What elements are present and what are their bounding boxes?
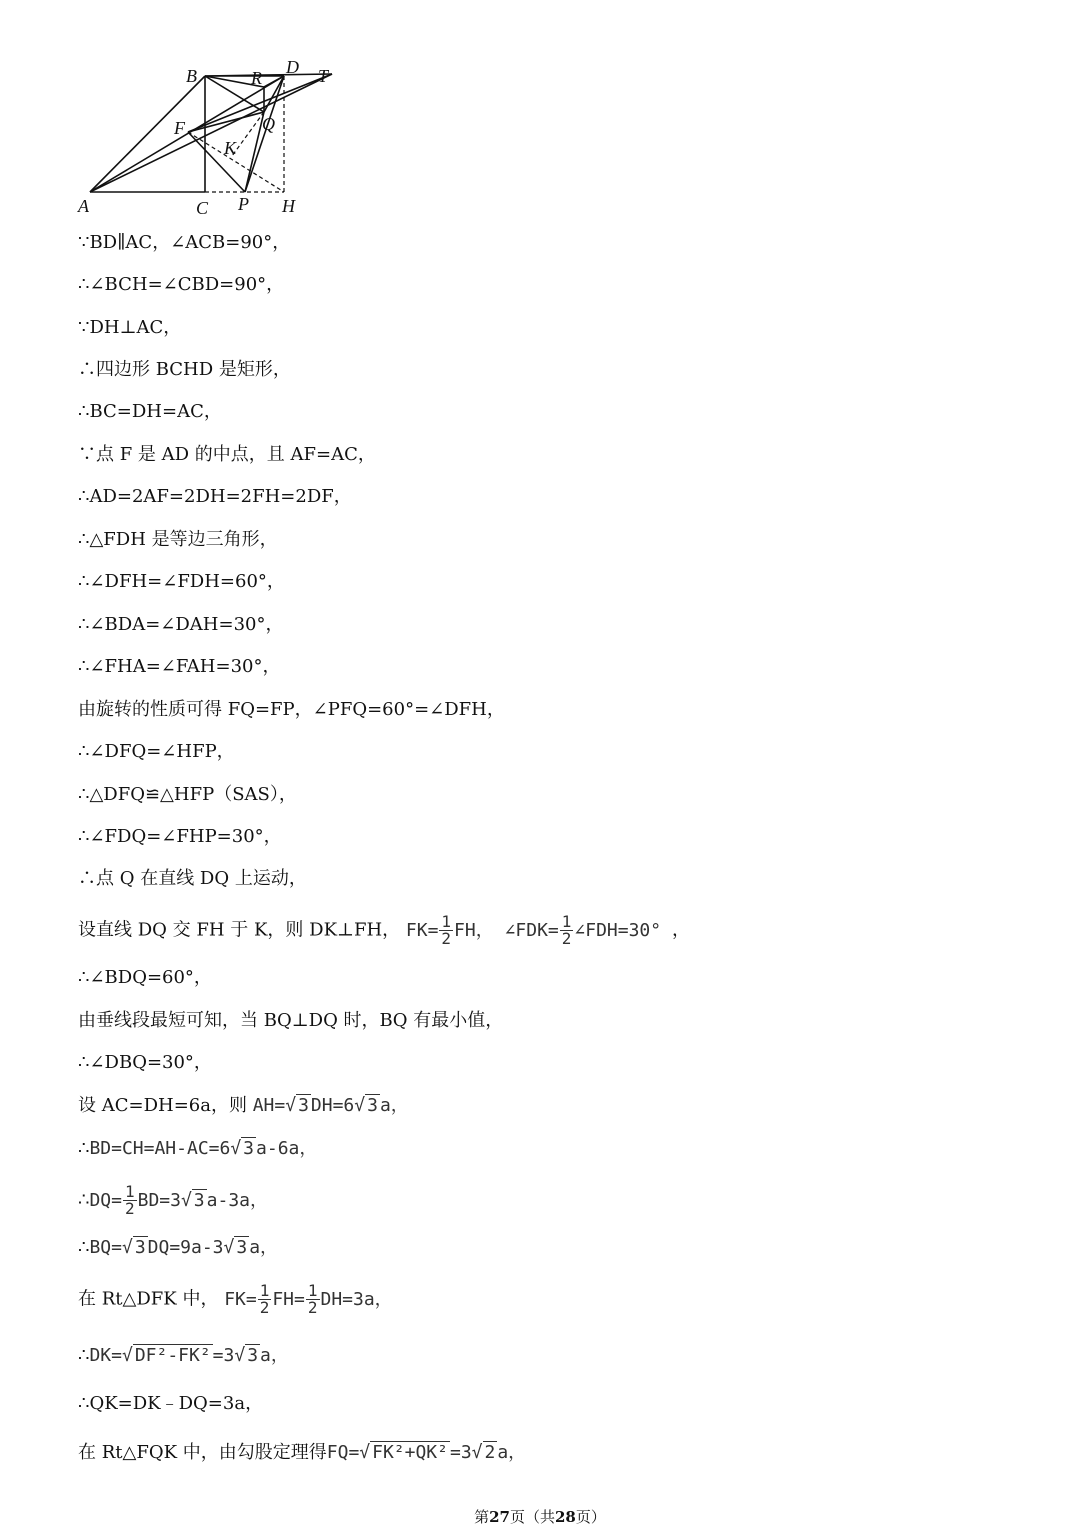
line25-text: 在 Rt△DFK 中， (78, 1288, 219, 1310)
page-number: 27 (489, 1508, 510, 1526)
proof-line: ∴∠DBQ=30°， (78, 1052, 212, 1073)
formula-part: DQ= (89, 1189, 122, 1211)
radicand: 3 (367, 1095, 378, 1116)
formula-part: a， (260, 1345, 289, 1366)
proof-line: ∴点 Q 在直线 DQ 上运动， (78, 868, 307, 889)
proof-line: 由垂线段最短可知，当 BQ⊥DQ 时，BQ 有最小值， (78, 1010, 504, 1031)
therefore-symbol: ∴ (78, 1189, 90, 1211)
proof-line: 由旋转的性质可得 FQ=FP，∠PFQ=60°=∠DFH， (78, 699, 505, 720)
label-t: T (318, 66, 329, 86)
formula-part: =3√ (212, 1345, 246, 1366)
line28-text: 在 Rt△FQK 中，由勾股定理得 (78, 1442, 327, 1463)
proof-line-21 (78, 1094, 409, 1118)
formula-fq (327, 1441, 526, 1463)
therefore-symbol: ∴ (78, 1237, 90, 1258)
denominator: 2 (441, 929, 452, 948)
formula-part: BD=3√ (137, 1189, 192, 1211)
proof-line-28 (78, 1441, 526, 1465)
radicand: FK²+QK² (372, 1442, 448, 1463)
label-c: C (196, 198, 209, 218)
label-d: D (286, 57, 299, 77)
formula-part: AH=√ (252, 1095, 297, 1116)
radicand: 3 (247, 1345, 259, 1366)
formula-fk-dh (224, 1281, 393, 1317)
footer-text: 页（共 (509, 1508, 555, 1526)
label-p: P (238, 194, 249, 214)
therefore-symbol: ∴ (78, 1138, 90, 1159)
proof-line: ∵DH⊥AC， (78, 317, 182, 338)
footer-text: 第 (474, 1508, 490, 1526)
label-a: A (78, 196, 89, 216)
numerator: 1 (441, 912, 452, 931)
geometry-figure (74, 56, 344, 220)
formula-part: a， (379, 1095, 409, 1116)
numerator: 1 (124, 1182, 135, 1201)
proof-line: ∴四边形 BCHD 是矩形， (78, 359, 291, 380)
radicand: 3 (193, 1189, 205, 1211)
formula-dq (89, 1182, 268, 1218)
line-fq (188, 112, 264, 132)
formula-bq (89, 1236, 278, 1258)
formula-fdk (504, 912, 672, 948)
fraction (306, 1283, 320, 1316)
numerator: 1 (307, 1281, 318, 1300)
radicand: 3 (236, 1237, 248, 1258)
formula-part: FH， (454, 919, 494, 941)
label-f: F (174, 118, 185, 138)
radicand: 3 (243, 1138, 255, 1159)
formula-part: FK= (224, 1288, 257, 1310)
proof-line-22 (78, 1137, 317, 1161)
label-q: Q (262, 114, 275, 134)
line-bt (205, 74, 332, 76)
formula-part: FK= (405, 919, 439, 941)
formula-ah (253, 1094, 409, 1116)
proof-line: ∵BD∥AC，∠ACB=90°， (78, 232, 291, 253)
formula-bd (89, 1137, 317, 1159)
proof-line: ∴∠BCH=∠CBD=90°， (78, 274, 285, 295)
formula-part: DQ=9a-3√ (147, 1237, 235, 1258)
line-at (90, 74, 332, 192)
therefore-symbol: ∴ (78, 1345, 90, 1366)
formula-part: ∠FDK= (504, 919, 559, 941)
proof-line: ∴∠BDA=∠DAH=30°， (78, 614, 284, 635)
formula-part: DK=√ (89, 1345, 133, 1366)
page-footer (0, 1506, 1080, 1527)
radicand: 2 (484, 1442, 496, 1463)
proof-line-24 (78, 1236, 278, 1260)
label-h: H (282, 196, 295, 216)
proof-line: ∴AD=2AF=2DH=2FH=2DF， (78, 486, 352, 507)
fraction (439, 914, 453, 947)
numerator: 1 (259, 1281, 270, 1300)
line17-text: 设直线 DQ 交 FH 于 K，则 DK⊥FH， (78, 919, 401, 941)
proof-line: ∴QK=DK﹣DQ=3a， (78, 1393, 264, 1414)
line17-tail: ， (671, 919, 690, 941)
proof-line: ∴∠DFH=∠FDH=60°， (78, 571, 285, 592)
proof-line: ∴△FDH 是等边三角形， (78, 529, 278, 550)
formula-part: FQ=√ (326, 1442, 371, 1463)
fraction (258, 1283, 272, 1316)
denominator: 2 (561, 929, 572, 948)
proof-line-23 (78, 1184, 268, 1217)
formula-dk (89, 1344, 288, 1366)
formula-part: a-3a， (206, 1189, 268, 1211)
proof-line: ∴BC=DH=AC， (78, 401, 222, 422)
proof-line: ∵点 F 是 AD 的中点，且 AF=AC， (78, 444, 376, 465)
denominator: 2 (124, 1199, 135, 1218)
proof-line-26 (78, 1344, 289, 1368)
formula-part: DH=6√ (310, 1095, 366, 1116)
formula-part: BQ=√ (89, 1237, 133, 1258)
fraction (123, 1184, 137, 1217)
figure-svg (74, 56, 344, 220)
denominator: 2 (259, 1298, 270, 1317)
proof-line: ∴∠BDQ=60°， (78, 967, 212, 988)
numerator: 1 (561, 912, 572, 931)
label-b: B (186, 66, 197, 86)
proof-line-17 (78, 914, 690, 947)
formula-part: BD=CH=AH-AC=6√ (89, 1138, 242, 1159)
radicand: 3 (298, 1095, 309, 1116)
proof-line: ∴∠FDQ=∠FHP=30°， (78, 826, 282, 847)
line21-text: 设 AC=DH=6a，则 (78, 1095, 247, 1116)
label-k: K (224, 138, 237, 158)
proof-line: ∴∠DFQ=∠HFP， (78, 741, 235, 762)
formula-part: DH=3a， (320, 1288, 393, 1310)
label-r: R (251, 68, 262, 88)
formula-part: =3√ (449, 1442, 483, 1463)
formula-part: FH= (272, 1288, 305, 1310)
fraction (560, 914, 574, 947)
formula-part: a， (497, 1442, 527, 1463)
radicand: DF²-FK² (134, 1345, 211, 1366)
proof-line-25 (78, 1283, 393, 1316)
formula-part: a， (249, 1237, 279, 1258)
formula-part: a-6a， (256, 1138, 318, 1159)
total-pages: 28 (555, 1508, 576, 1526)
formula-part: ∠FDH=30° (574, 919, 662, 941)
proof-line: ∴△DFQ≌△HFP（SAS）， (78, 784, 297, 805)
denominator: 2 (307, 1298, 318, 1317)
footer-text: 页） (575, 1508, 606, 1526)
proof-line: ∴∠FHA=∠FAH=30°， (78, 656, 281, 677)
formula-fk (405, 912, 505, 948)
radicand: 3 (134, 1237, 146, 1258)
